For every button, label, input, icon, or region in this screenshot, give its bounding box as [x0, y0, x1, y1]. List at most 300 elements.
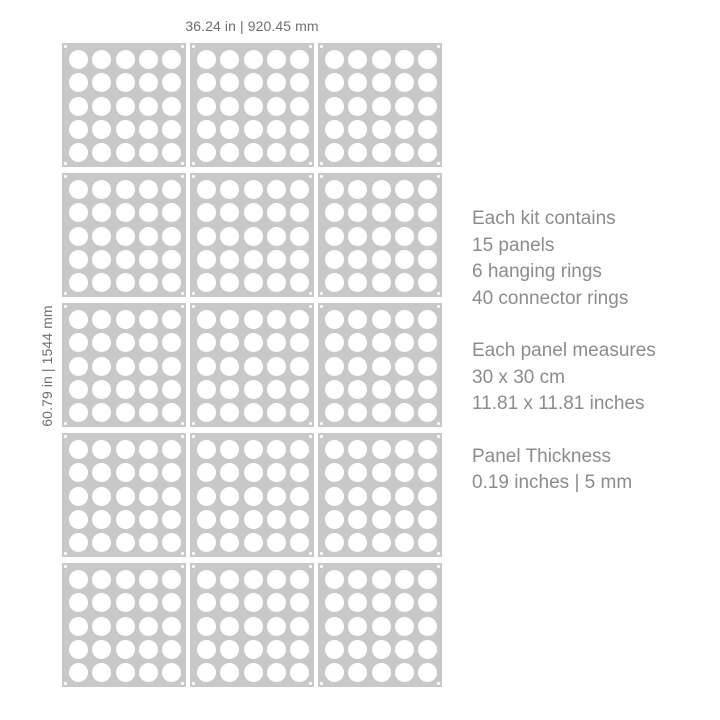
- panel: [62, 43, 186, 167]
- mounting-hole: [437, 175, 440, 178]
- panel-hole: [92, 570, 111, 589]
- panel-hole: [162, 227, 181, 246]
- panel-hole: [244, 180, 263, 199]
- panel-hole: [220, 640, 239, 659]
- panel-hole: [372, 203, 391, 222]
- panel-hole: [325, 440, 344, 459]
- panel-hole: [220, 463, 239, 482]
- panel-hole: [69, 570, 88, 589]
- panel-hole: [244, 463, 263, 482]
- panel-hole: [116, 143, 135, 162]
- panel-hole: [92, 143, 111, 162]
- panel-hole: [197, 310, 216, 329]
- panel: [190, 43, 314, 167]
- panel-hole: [418, 663, 437, 682]
- panel-hole: [92, 310, 111, 329]
- panel-hole: [139, 463, 158, 482]
- panel-hole: [244, 440, 263, 459]
- panel-hole: [139, 570, 158, 589]
- panel-hole: [69, 50, 88, 69]
- panel-hole: [395, 273, 414, 292]
- panel-hole: [116, 570, 135, 589]
- panel-hole: [418, 227, 437, 246]
- panel-hole: [372, 533, 391, 552]
- panel-hole: [267, 463, 286, 482]
- mounting-hole: [192, 305, 195, 308]
- panel-hole: [69, 97, 88, 116]
- width-dimension-label: 36.24 in | 920.45 mm: [185, 18, 319, 34]
- panel-hole: [348, 663, 367, 682]
- panel-hole: [395, 403, 414, 422]
- panel-hole: [116, 97, 135, 116]
- panel-hole: [418, 73, 437, 92]
- panel-hole: [348, 97, 367, 116]
- panel-hole: [418, 357, 437, 376]
- panel-hole: [348, 73, 367, 92]
- mounting-hole: [192, 435, 195, 438]
- panel-hole: [197, 227, 216, 246]
- mounting-hole: [309, 292, 312, 295]
- panel-hole: [139, 487, 158, 506]
- panel-hole: [418, 143, 437, 162]
- panel-hole: [267, 640, 286, 659]
- panel-hole: [348, 273, 367, 292]
- mounting-hole: [320, 565, 323, 568]
- panel-hole: [139, 50, 158, 69]
- panel-hole: [267, 203, 286, 222]
- panel-hole: [69, 120, 88, 139]
- panel-hole: [220, 510, 239, 529]
- mounting-hole: [437, 552, 440, 555]
- panel-hole: [92, 640, 111, 659]
- mounting-hole: [181, 435, 184, 438]
- panel-hole: [162, 310, 181, 329]
- panel-hole: [69, 593, 88, 612]
- panel-hole: [325, 663, 344, 682]
- panel-hole: [197, 640, 216, 659]
- panel-hole: [418, 250, 437, 269]
- panel-hole: [372, 380, 391, 399]
- panel-hole: [418, 120, 437, 139]
- panel-hole: [267, 250, 286, 269]
- panel-hole: [372, 570, 391, 589]
- panel-hole: [418, 273, 437, 292]
- panel-hole: [348, 357, 367, 376]
- panel-hole: [348, 617, 367, 636]
- panel-hole: [92, 73, 111, 92]
- panel-hole: [418, 487, 437, 506]
- product-info: [472, 206, 712, 523]
- panel-hole: [92, 273, 111, 292]
- panel-hole: [69, 403, 88, 422]
- panel-hole: [92, 357, 111, 376]
- panel-hole: [267, 180, 286, 199]
- panel-hole: [139, 97, 158, 116]
- mounting-hole: [437, 292, 440, 295]
- panel-hole: [418, 440, 437, 459]
- mounting-hole: [320, 552, 323, 555]
- panel-hole: [267, 570, 286, 589]
- panel-hole: [348, 533, 367, 552]
- panel-hole: [372, 143, 391, 162]
- panel-hole: [162, 593, 181, 612]
- mounting-hole: [192, 292, 195, 295]
- panel-hole: [220, 273, 239, 292]
- panel-hole: [197, 510, 216, 529]
- panel-hole: [139, 357, 158, 376]
- panel-hole: [69, 357, 88, 376]
- panel-hole: [348, 143, 367, 162]
- height-dimension-label: 60.79 in | 1544 mm: [39, 305, 55, 427]
- panel-hole: [348, 227, 367, 246]
- panel-hole: [325, 310, 344, 329]
- panel-hole: [348, 510, 367, 529]
- panel-hole: [267, 310, 286, 329]
- panel-hole: [290, 510, 309, 529]
- mounting-hole: [181, 682, 184, 685]
- panel-hole: [162, 203, 181, 222]
- panel-hole: [395, 663, 414, 682]
- panel-hole: [244, 487, 263, 506]
- mounting-hole: [181, 175, 184, 178]
- kit-item-panels: 15 panels: [472, 234, 555, 256]
- panel-hole: [418, 203, 437, 222]
- panel-hole: [395, 310, 414, 329]
- mounting-hole: [192, 565, 195, 568]
- panel-hole: [395, 440, 414, 459]
- mounting-hole: [320, 45, 323, 48]
- panel-hole: [116, 593, 135, 612]
- panel: [62, 173, 186, 297]
- mounting-hole: [437, 422, 440, 425]
- panel-hole: [139, 440, 158, 459]
- panel-hole: [116, 310, 135, 329]
- panel-hole: [290, 273, 309, 292]
- panel-hole: [116, 357, 135, 376]
- panel-hole: [290, 203, 309, 222]
- mounting-hole: [320, 305, 323, 308]
- mounting-hole: [320, 422, 323, 425]
- panel-hole: [348, 250, 367, 269]
- panel-hole: [162, 50, 181, 69]
- panel-hole: [348, 570, 367, 589]
- panel-hole: [197, 333, 216, 352]
- panel-hole: [139, 310, 158, 329]
- panel-hole: [116, 120, 135, 139]
- panel-hole: [220, 97, 239, 116]
- panel-hole: [220, 663, 239, 682]
- panel-hole: [267, 663, 286, 682]
- panel-hole: [197, 120, 216, 139]
- panel-hole: [325, 73, 344, 92]
- panel-hole: [92, 463, 111, 482]
- panel-hole: [197, 463, 216, 482]
- mounting-hole: [64, 552, 67, 555]
- panel-hole: [139, 180, 158, 199]
- panel-hole: [290, 227, 309, 246]
- panel-size-metric: 30 x 30 cm: [472, 366, 565, 388]
- mounting-hole: [309, 682, 312, 685]
- panel-hole: [244, 357, 263, 376]
- panel-grid: [62, 43, 442, 687]
- panel-hole: [418, 380, 437, 399]
- panel-hole: [372, 180, 391, 199]
- mounting-hole: [64, 305, 67, 308]
- panel-hole: [92, 227, 111, 246]
- panel-hole: [116, 273, 135, 292]
- panel-thickness-heading: Panel Thickness: [472, 445, 612, 467]
- panel-hole: [395, 180, 414, 199]
- panel-hole: [267, 380, 286, 399]
- panel-hole: [348, 203, 367, 222]
- mounting-hole: [437, 305, 440, 308]
- panel-hole: [325, 120, 344, 139]
- panel: [62, 433, 186, 557]
- mounting-hole: [64, 45, 67, 48]
- mounting-hole: [437, 162, 440, 165]
- mounting-hole: [437, 682, 440, 685]
- panel-hole: [348, 440, 367, 459]
- panel-hole: [418, 593, 437, 612]
- panel-hole: [372, 333, 391, 352]
- mounting-hole: [64, 682, 67, 685]
- panel: [190, 433, 314, 557]
- panel-hole: [290, 487, 309, 506]
- panel-hole: [290, 73, 309, 92]
- panel-hole: [244, 593, 263, 612]
- panel-hole: [92, 97, 111, 116]
- panel-hole: [395, 593, 414, 612]
- panel-hole: [395, 510, 414, 529]
- panel: [190, 303, 314, 427]
- mounting-hole: [309, 565, 312, 568]
- panel-hole: [290, 463, 309, 482]
- panel-hole: [348, 380, 367, 399]
- mounting-hole: [192, 682, 195, 685]
- kit-item-connector-rings: 40 connector rings: [472, 287, 629, 309]
- panel-hole: [372, 310, 391, 329]
- panel-hole: [92, 203, 111, 222]
- panel-hole: [162, 440, 181, 459]
- panel-hole: [290, 640, 309, 659]
- panel-hole: [69, 203, 88, 222]
- panel-hole: [116, 50, 135, 69]
- panel-hole: [267, 50, 286, 69]
- panel-hole: [267, 593, 286, 612]
- panel-hole: [197, 250, 216, 269]
- panel-hole: [162, 73, 181, 92]
- panel-hole: [395, 640, 414, 659]
- panel-hole: [220, 227, 239, 246]
- kit-item-hanging-rings: 6 hanging rings: [472, 261, 602, 282]
- panel-hole: [325, 143, 344, 162]
- panel-hole: [139, 120, 158, 139]
- panel-hole: [325, 593, 344, 612]
- panel-hole: [92, 50, 111, 69]
- panel-hole: [69, 310, 88, 329]
- panel-hole: [418, 50, 437, 69]
- mounting-hole: [309, 552, 312, 555]
- panel-hole: [116, 487, 135, 506]
- panel-hole: [290, 250, 309, 269]
- panel-hole: [162, 97, 181, 116]
- panel-hole: [162, 640, 181, 659]
- panel-hole: [139, 250, 158, 269]
- panel-hole: [116, 180, 135, 199]
- panel-hole: [244, 310, 263, 329]
- panel-hole: [267, 73, 286, 92]
- mounting-hole: [181, 305, 184, 308]
- panel-hole: [372, 463, 391, 482]
- panel-hole: [162, 380, 181, 399]
- panel-hole: [197, 617, 216, 636]
- panel-hole: [372, 663, 391, 682]
- panel-hole: [92, 440, 111, 459]
- panel-hole: [69, 510, 88, 529]
- panel-hole: [372, 640, 391, 659]
- panel-hole: [372, 50, 391, 69]
- panel-hole: [220, 203, 239, 222]
- panel: [318, 173, 442, 297]
- panel-hole: [139, 273, 158, 292]
- panel-hole: [325, 180, 344, 199]
- panel-size-heading: Each panel measures: [472, 340, 656, 361]
- panel-hole: [348, 310, 367, 329]
- panel-hole: [162, 533, 181, 552]
- panel-hole: [418, 640, 437, 659]
- panel-hole: [418, 333, 437, 352]
- mounting-hole: [181, 422, 184, 425]
- panel-hole: [197, 143, 216, 162]
- mounting-hole: [192, 45, 195, 48]
- panel-hole: [348, 180, 367, 199]
- mounting-hole: [437, 565, 440, 568]
- panel-hole: [395, 463, 414, 482]
- panel-hole: [290, 533, 309, 552]
- panel-hole: [325, 50, 344, 69]
- panel-hole: [139, 73, 158, 92]
- panel-hole: [372, 617, 391, 636]
- panel-hole: [348, 487, 367, 506]
- panel-hole: [325, 227, 344, 246]
- panel-hole: [267, 120, 286, 139]
- panel-hole: [197, 273, 216, 292]
- panel-hole: [116, 510, 135, 529]
- panel-hole: [69, 380, 88, 399]
- panel-hole: [325, 510, 344, 529]
- panel-hole: [139, 403, 158, 422]
- panel-hole: [267, 403, 286, 422]
- panel-hole: [162, 510, 181, 529]
- panel: [318, 433, 442, 557]
- panel-hole: [69, 227, 88, 246]
- panel-hole: [325, 640, 344, 659]
- panel-hole: [92, 487, 111, 506]
- panel-hole: [92, 333, 111, 352]
- panel-hole: [92, 510, 111, 529]
- panel: [62, 563, 186, 687]
- panel-hole: [92, 120, 111, 139]
- panel-hole: [244, 640, 263, 659]
- panel-hole: [92, 380, 111, 399]
- panel-hole: [197, 180, 216, 199]
- panel-hole: [197, 380, 216, 399]
- panel-hole: [372, 403, 391, 422]
- panel-hole: [418, 570, 437, 589]
- panel-hole: [372, 250, 391, 269]
- panel-hole: [395, 50, 414, 69]
- panel-hole: [69, 463, 88, 482]
- panel-hole: [290, 120, 309, 139]
- panel-hole: [162, 570, 181, 589]
- panel-hole: [92, 180, 111, 199]
- panel-hole: [69, 487, 88, 506]
- panel-hole: [116, 463, 135, 482]
- panel-hole: [395, 570, 414, 589]
- panel-hole: [348, 403, 367, 422]
- panel-hole: [244, 663, 263, 682]
- panel-hole: [197, 570, 216, 589]
- mounting-hole: [320, 292, 323, 295]
- mounting-hole: [192, 175, 195, 178]
- panel-thickness-block: [472, 444, 712, 497]
- panel-hole: [418, 403, 437, 422]
- panel-hole: [418, 510, 437, 529]
- panel-hole: [372, 593, 391, 612]
- mounting-hole: [64, 175, 67, 178]
- panel: [318, 563, 442, 687]
- panel-hole: [395, 97, 414, 116]
- mounting-hole: [320, 162, 323, 165]
- panel-hole: [197, 50, 216, 69]
- panel-hole: [220, 593, 239, 612]
- mounting-hole: [437, 435, 440, 438]
- kit-contents-block: [472, 206, 712, 312]
- panel-hole: [197, 203, 216, 222]
- panel-hole: [325, 203, 344, 222]
- panel-hole: [116, 380, 135, 399]
- panel-hole: [92, 593, 111, 612]
- panel-hole: [116, 227, 135, 246]
- panel-hole: [395, 357, 414, 376]
- panel-hole: [244, 273, 263, 292]
- panel-hole: [162, 250, 181, 269]
- panel-hole: [139, 333, 158, 352]
- panel-hole: [139, 227, 158, 246]
- panel-hole: [244, 333, 263, 352]
- panel-hole: [162, 180, 181, 199]
- panel-hole: [197, 487, 216, 506]
- panel-hole: [395, 487, 414, 506]
- panel-thickness-value: 0.19 inches | 5 mm: [472, 472, 633, 493]
- panel-hole: [418, 180, 437, 199]
- panel-hole: [69, 250, 88, 269]
- panel-hole: [244, 533, 263, 552]
- panel-hole: [139, 533, 158, 552]
- panel-hole: [267, 510, 286, 529]
- panel-hole: [92, 250, 111, 269]
- panel-hole: [325, 617, 344, 636]
- panel-hole: [139, 593, 158, 612]
- mounting-hole: [64, 292, 67, 295]
- panel-hole: [348, 593, 367, 612]
- panel-hole: [197, 663, 216, 682]
- panel-hole: [325, 97, 344, 116]
- panel-hole: [162, 663, 181, 682]
- mounting-hole: [320, 435, 323, 438]
- panel-hole: [418, 533, 437, 552]
- panel-hole: [220, 440, 239, 459]
